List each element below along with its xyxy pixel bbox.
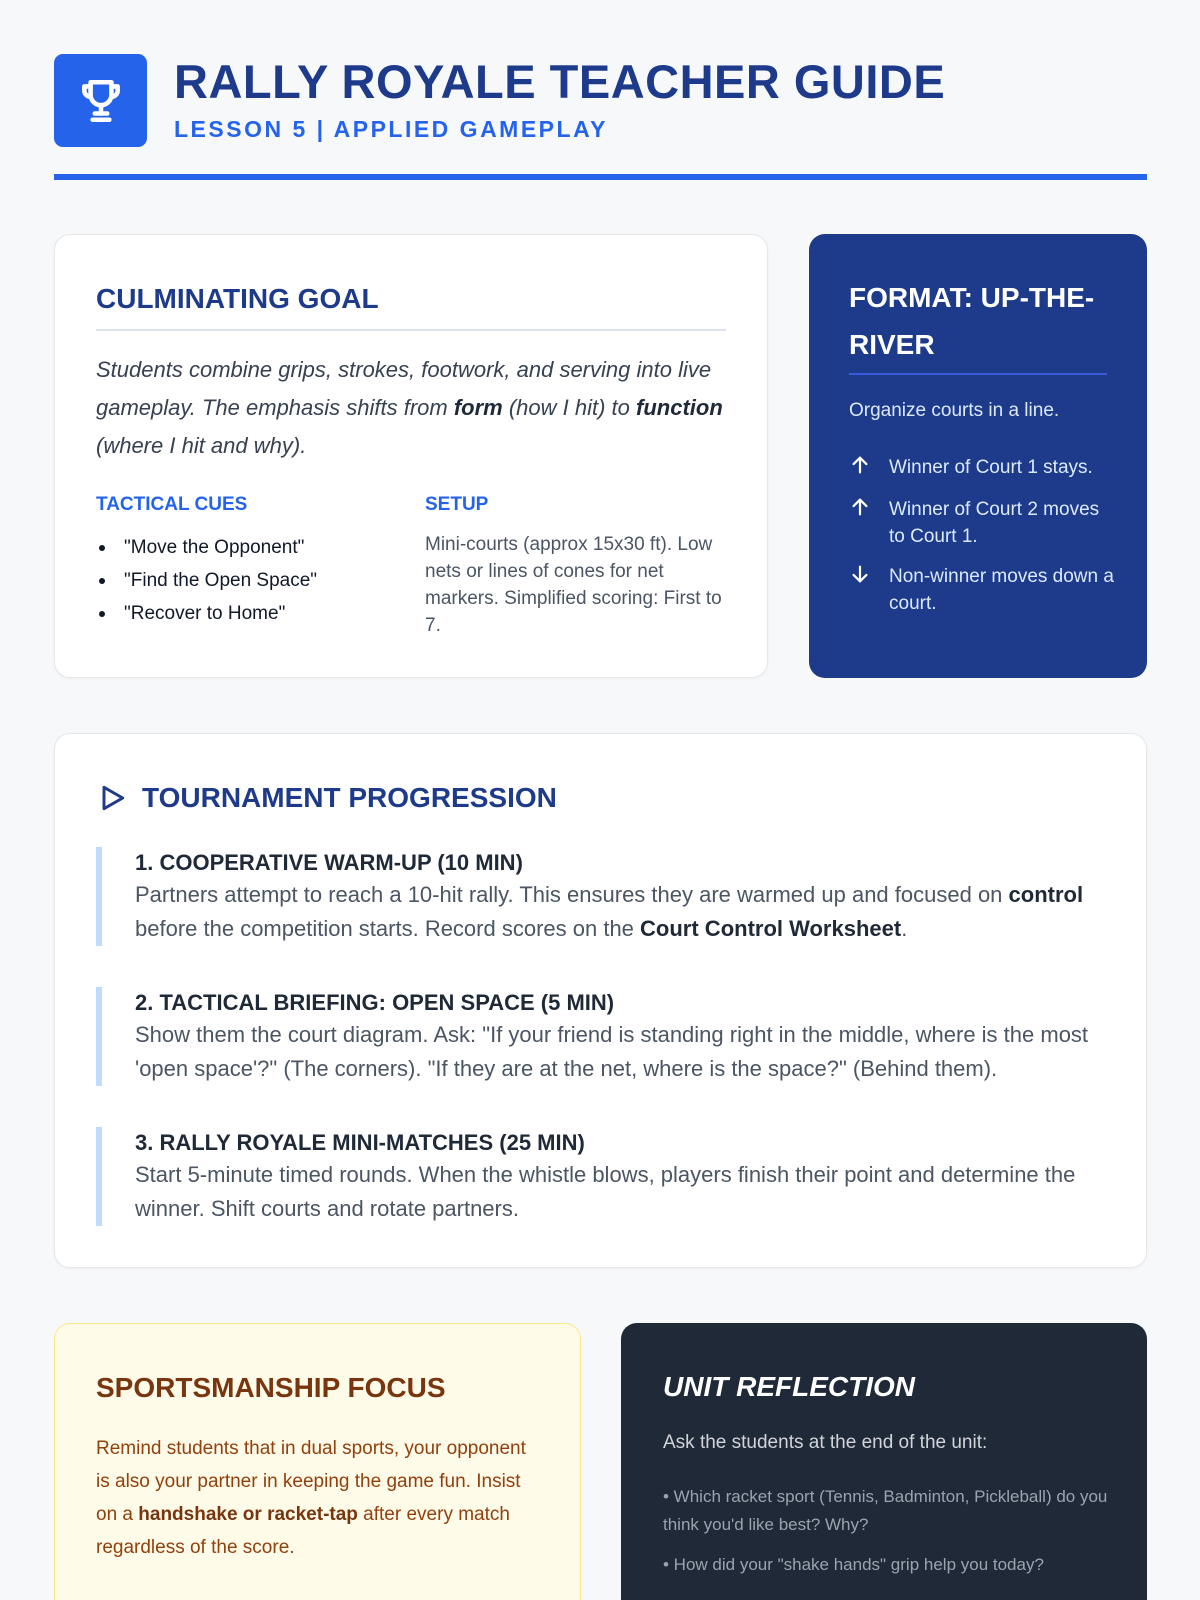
arrow-down-icon — [849, 563, 889, 592]
goal-text-2: (how I hit) to — [502, 395, 637, 420]
step-body-bold: control — [1008, 882, 1084, 907]
step-title: 1. COOPERATIVE WARM-UP (10 MIN) — [135, 850, 523, 875]
progression-header — [96, 780, 557, 816]
format-divider — [849, 373, 1107, 375]
header-divider — [54, 174, 1147, 180]
reflection-heading: UNIT REFLECTION — [663, 1371, 915, 1402]
page-header — [54, 54, 1147, 180]
sportsmanship-text-1: Remind students that in dual sports, your opponent is also your partner in keeping the game fun. Insist on a — [96, 1438, 526, 1525]
goal-text-function: function — [636, 395, 723, 420]
logo — [54, 54, 147, 147]
format-intro: Organize courts in a line. — [849, 400, 1060, 421]
format-rules-list — [849, 454, 1119, 630]
play-icon — [96, 782, 128, 814]
culminating-goal-card — [54, 234, 768, 678]
progression-step — [96, 1127, 1106, 1226]
step-body: Start 5-minute timed rounds. When the whistle blows, players finish their point and determine the winner. Shift courts and rotate partners. — [135, 1162, 1076, 1221]
format-heading: FORMAT: UP-THE-RIVER — [849, 282, 1095, 360]
setup-heading: SETUP — [425, 494, 489, 515]
tournament-progression-card — [54, 733, 1147, 1268]
goal-divider — [96, 329, 726, 331]
tactical-cues-heading: TACTICAL CUES — [96, 494, 248, 515]
sportsmanship-text-2: after every match regardless of the score. — [96, 1504, 510, 1558]
step-body — [135, 878, 1106, 946]
step-title: 2. TACTICAL BRIEFING: OPEN SPACE (5 MIN) — [135, 990, 615, 1015]
format-item-text: Winner of Court 2 moves to Court 1. — [889, 499, 1100, 547]
progression-heading: TOURNAMENT PROGRESSION — [142, 782, 557, 813]
sportsmanship-card — [54, 1323, 581, 1600]
step-body-text: Partners attempt to reach a 10-hit rally. This ensures they are warmed up and focused on — [135, 882, 1009, 907]
reflection-intro: Ask the students at the end of the unit: — [663, 1432, 988, 1453]
reflection-questions — [663, 1483, 1113, 1591]
goal-text-form: form — [453, 395, 503, 420]
step-body: Show them the court diagram. Ask: "If your friend is standing right in the middle, where is the most 'open space'?" (The corners). "If they are at the net, where is the space?" (Behind them). — [135, 1022, 1089, 1081]
goal-heading: CULMINATING GOAL — [96, 283, 379, 314]
step-body-text: . — [901, 916, 908, 941]
goal-text-3: (where I hit and why). — [96, 433, 307, 458]
list-item — [849, 563, 1119, 617]
list-item — [849, 496, 1119, 550]
setup-text: Mini-courts (approx 15x30 ft). Low nets or lines of cones for net markers. Simplified scoring: First to 7. — [425, 534, 722, 636]
trophy-icon — [76, 76, 126, 126]
step-title: 3. RALLY ROYALE MINI-MATCHES (25 MIN) — [135, 1130, 585, 1155]
list-item — [849, 454, 1119, 483]
format-card — [809, 234, 1147, 678]
tactical-cues-list — [96, 531, 386, 630]
goal-description — [96, 351, 726, 465]
format-item-text: Winner of Court 1 stays. — [889, 457, 1093, 478]
worksheet-name: Court Control Worksheet — [640, 916, 902, 941]
arrow-up-icon — [849, 454, 889, 483]
sportsmanship-heading: SPORTSMANSHIP FOCUS — [96, 1372, 446, 1403]
sportsmanship-text — [96, 1432, 536, 1564]
format-item-text: Non-winner moves down a court. — [889, 566, 1114, 614]
page-title: RALLY ROYALE TEACHER GUIDE — [174, 55, 946, 108]
list-item: "Recover to Home" — [96, 597, 386, 630]
progression-step — [96, 847, 1106, 946]
list-item: "Find the Open Space" — [96, 564, 386, 597]
unit-reflection-card — [621, 1323, 1147, 1600]
progression-step — [96, 987, 1106, 1086]
page-subtitle: LESSON 5 | APPLIED GAMEPLAY — [174, 116, 608, 142]
goal-text-1: Students combine grips, strokes, footwork, and serving into live gameplay. The emphasis shifts from — [96, 357, 712, 420]
step-body-text: before the competition starts. Record scores on the — [135, 916, 641, 941]
list-item: • How did your "shake hands" grip help you today? — [663, 1555, 1044, 1574]
arrow-up-icon — [849, 496, 889, 525]
list-item: • Which racket sport (Tennis, Badminton, Pickleball) do you think you'd like best? Why? — [663, 1487, 1108, 1534]
sportsmanship-text-bold: handshake or racket-tap — [138, 1504, 358, 1525]
list-item: "Move the Opponent" — [96, 531, 386, 564]
